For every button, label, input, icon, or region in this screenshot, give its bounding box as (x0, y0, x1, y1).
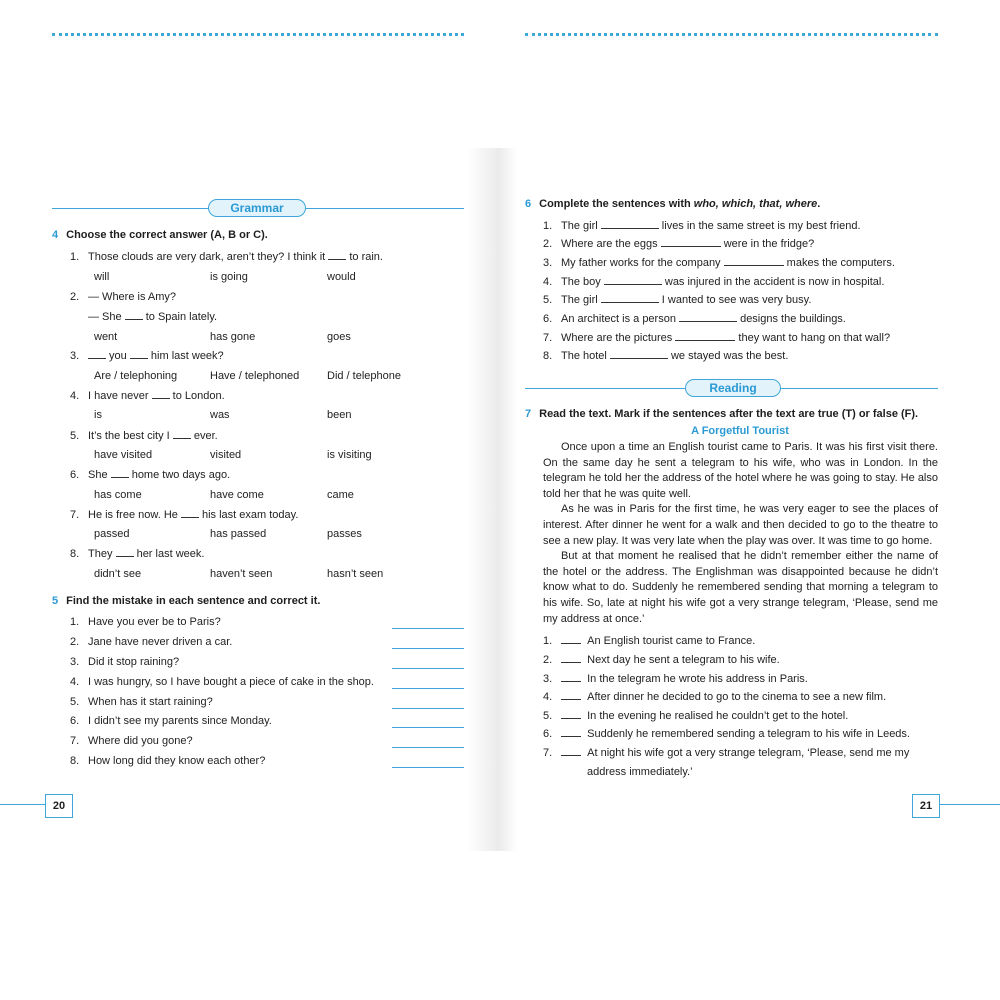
question-item (543, 313, 846, 325)
sentence-text: his last exam today. (198, 509, 299, 521)
option-text: has passed (210, 528, 267, 540)
item-number: 6. (543, 728, 553, 740)
item-number: 2. (70, 291, 80, 303)
item-number: 1. (70, 616, 80, 628)
sentence-text: ever. (190, 430, 218, 442)
sentence-text: I didn’t see my parents since Monday. (88, 715, 272, 727)
item-number: 6. (70, 469, 80, 481)
question-item (543, 276, 884, 288)
answer-blank[interactable] (661, 246, 721, 247)
story-text (543, 440, 938, 627)
story-paragraph: Once upon a time an English tourist came to Paris. It was his first visit there. On the same day he sent a telegram to his wife, who was in London. In the telegram he told her the address of the hotel where he was going to stay. He also told her that he was quite well. (543, 441, 938, 500)
sentence-text: When has it start raining? (88, 696, 213, 708)
answer-blank[interactable] (610, 358, 668, 359)
answer-blank[interactable] (130, 358, 148, 359)
answer-line[interactable] (392, 688, 464, 689)
exercise-title: Choose the correct answer (A, B or C). (66, 229, 268, 241)
answer-blank[interactable] (328, 259, 346, 260)
option-text: is (94, 409, 102, 421)
statement-text: Next day he sent a telegram to his wife. (587, 654, 780, 666)
story-title: A Forgetful Tourist (691, 425, 789, 437)
exercise-number: 4 (52, 229, 59, 241)
option-text: went (94, 331, 118, 343)
item-number: 4. (70, 390, 80, 402)
true-false-blank[interactable] (561, 736, 581, 737)
option-b[interactable] (204, 489, 264, 501)
option-text: passes (327, 528, 362, 540)
option-a[interactable] (88, 271, 109, 283)
story-paragraph: But at that moment he realised that he didn’t remember either the name of the hotel or the address. The Englishman was disappointed because he didn’t know what to do. Suddenly he remembered sending that morning a telegram to his wife. So, late at night his wife got a very strange telegram, ‘Please, send me my address at once.’ (543, 550, 938, 625)
sentence-text: to rain. (346, 251, 383, 263)
option-a[interactable] (88, 409, 102, 421)
answer-blank[interactable] (601, 302, 659, 303)
item-number: 2. (543, 654, 553, 666)
sentence-text: home two days ago. (128, 469, 231, 481)
option-c[interactable] (321, 271, 356, 283)
option-a[interactable] (88, 370, 177, 382)
item-number: 5. (543, 710, 553, 722)
question-item (70, 636, 232, 648)
answer-blank[interactable] (111, 477, 129, 478)
answer-blank[interactable] (724, 265, 784, 266)
answer-blank[interactable] (116, 556, 134, 557)
sentence-text: were in the fridge? (720, 238, 815, 250)
option-text: is visiting (327, 449, 372, 461)
answer-line[interactable] (392, 708, 464, 709)
statement-item-line2 (587, 766, 693, 778)
sentence-text: — She (88, 311, 125, 323)
item-number: 1. (70, 251, 80, 263)
sentence-text: The girl (561, 220, 601, 232)
true-false-blank[interactable] (561, 755, 581, 756)
sentence-text: I was hungry, so I have bought a piece of cake in the shop. (88, 676, 374, 688)
sentence-text: The boy (561, 276, 604, 288)
option-text: visited (210, 449, 242, 461)
statement-item (543, 635, 755, 647)
sentence-text: makes the computers. (783, 257, 895, 269)
sentence-text: to Spain lately. (142, 311, 218, 323)
sentence-text: Where did you gone? (88, 735, 193, 747)
left-dotted-rule (52, 33, 464, 36)
question-item (70, 676, 374, 688)
sentence-text: An architect is a person (561, 313, 680, 325)
sentence-text: She (88, 469, 111, 481)
answer-blank[interactable] (675, 340, 735, 341)
option-a[interactable] (88, 449, 152, 461)
option-text: have come (210, 489, 264, 501)
sentence-text: The girl (561, 294, 601, 306)
exercise-4-heading (52, 229, 268, 241)
question-item (543, 257, 895, 269)
question-item (70, 390, 225, 402)
sentence-text: they want to hang on that wall? (735, 332, 891, 344)
option-c[interactable] (321, 449, 372, 461)
option-text: is going (210, 271, 248, 283)
exercise-number: 5 (52, 595, 59, 607)
item-number: 1. (543, 220, 553, 232)
sentence-text: It’s the best city I (88, 430, 173, 442)
exercise-title: Read the text. Mark if the sentences after the text are true (T) or false (F). (539, 408, 919, 420)
item-number: 2. (543, 238, 553, 250)
statement-text: At night his wife got a very strange telegram, ‘Please, send me my (587, 747, 910, 759)
option-text: came (327, 489, 354, 501)
item-number: 5. (543, 294, 553, 306)
option-text: been (327, 409, 352, 421)
exercise-title-end: . (817, 198, 821, 210)
item-number: 6. (543, 313, 553, 325)
item-number: 2. (70, 636, 80, 648)
item-number: 5. (70, 430, 80, 442)
item-number: 7. (70, 735, 80, 747)
question-item (543, 220, 861, 232)
option-text: Are / telephoning (94, 370, 178, 382)
question-item (543, 294, 811, 306)
sentence-text: I have never (88, 390, 152, 402)
option-c[interactable] (321, 409, 351, 421)
answer-line[interactable] (392, 668, 464, 669)
option-a[interactable] (88, 528, 129, 540)
option-text: goes (327, 331, 351, 343)
sentence-text: Where are the eggs (561, 238, 661, 250)
option-text: didn’t see (94, 568, 142, 580)
question-item (543, 238, 814, 250)
option-b[interactable] (204, 449, 241, 461)
option-text: haven’t seen (210, 568, 273, 580)
exercise-title-words: who, which, that, where (693, 198, 818, 210)
option-b[interactable] (204, 331, 255, 343)
statement-text: Suddenly he remembered sending a telegram to his wife in Leeds. (587, 728, 910, 740)
option-text: Have / telephoned (210, 370, 300, 382)
question-item (70, 715, 272, 727)
sentence-text: him last week? (147, 350, 224, 362)
true-false-blank[interactable] (561, 718, 581, 719)
item-number: 7. (543, 747, 553, 759)
statement-text: In the telegram he wrote his address in Paris. (587, 673, 808, 685)
sentence-text: Have you ever be to Paris? (88, 616, 221, 628)
sentence-text: her last week. (133, 548, 205, 560)
statement-text: An English tourist came to France. (587, 635, 756, 647)
question-item (70, 469, 230, 481)
answer-line[interactable] (392, 747, 464, 748)
answer-line[interactable] (392, 727, 464, 728)
sentence-text: you (106, 350, 130, 362)
answer-blank[interactable] (152, 398, 170, 399)
question-item (70, 616, 221, 628)
answer-blank[interactable] (181, 517, 199, 518)
sentence-text: He is free now. He (88, 509, 181, 521)
option-a[interactable] (88, 568, 141, 580)
sentence-text: — Where is Amy? (88, 291, 177, 303)
item-number: 8. (70, 755, 80, 767)
page-number-left: 20 (45, 794, 73, 818)
grammar-heading: Grammar (208, 199, 306, 217)
question-item (70, 509, 298, 521)
statement-item (543, 710, 848, 722)
option-c[interactable] (321, 489, 354, 501)
option-a[interactable] (88, 489, 142, 501)
answer-blank[interactable] (173, 438, 191, 439)
sentence-text: we stayed was the best. (667, 350, 789, 362)
option-b[interactable] (204, 409, 230, 421)
option-b[interactable] (204, 528, 266, 540)
option-text: have visited (94, 449, 153, 461)
sentence-text: My father works for the company (561, 257, 724, 269)
item-number: 4. (543, 691, 553, 703)
question-item (70, 251, 383, 263)
sentence-text: Jane have never driven a car. (88, 636, 233, 648)
answer-blank[interactable] (88, 358, 106, 359)
item-number: 8. (543, 350, 553, 362)
sentence-text: They (88, 548, 116, 560)
option-b[interactable] (204, 271, 248, 283)
sentence-text: to London. (169, 390, 225, 402)
option-text: was (210, 409, 230, 421)
item-number: 4. (70, 676, 80, 688)
exercise-6-heading (525, 198, 820, 210)
item-number: 4. (543, 276, 553, 288)
statement-item (543, 654, 780, 666)
reading-heading: Reading (685, 379, 781, 397)
question-item (70, 291, 176, 303)
option-b[interactable] (204, 370, 299, 382)
option-c[interactable] (321, 331, 351, 343)
option-c[interactable] (321, 528, 362, 540)
exercise-7-heading (525, 408, 918, 420)
exercise-number: 6 (525, 198, 532, 210)
answer-blank[interactable] (601, 228, 659, 229)
question-item (70, 430, 218, 442)
answer-line[interactable] (392, 628, 464, 629)
statement-text: address immediately.’ (587, 766, 693, 778)
option-text: Did / telephone (327, 370, 401, 382)
question-item (70, 548, 204, 560)
question-item (70, 696, 213, 708)
item-number: 5. (70, 696, 80, 708)
item-number: 7. (70, 509, 80, 521)
item-number: 3. (70, 350, 80, 362)
option-text: will (94, 271, 110, 283)
option-c[interactable] (321, 568, 383, 580)
true-false-blank[interactable] (561, 699, 581, 700)
question-item (543, 332, 890, 344)
question-item-line2 (88, 311, 217, 323)
option-c[interactable] (321, 370, 401, 382)
answer-blank[interactable] (604, 284, 662, 285)
item-number: 1. (543, 635, 553, 647)
statement-item (543, 747, 909, 759)
statement-item (543, 691, 886, 703)
option-text: hasn’t seen (327, 568, 384, 580)
question-item (70, 350, 224, 362)
item-number: 8. (70, 548, 80, 560)
true-false-blank[interactable] (561, 662, 581, 663)
question-item (70, 755, 265, 767)
exercise-title: Find the mistake in each sentence and correct it. (66, 595, 321, 607)
reading-section-bar (525, 379, 938, 397)
item-number: 3. (70, 656, 80, 668)
story-paragraph: As he was in Paris for the first time, he was very eager to see the places of interest. After dinner he went for a walk and then decided to go to the theatre to see a new play. It was very late when the play was over. It was time to go home. (543, 503, 938, 547)
sentence-text: The hotel (561, 350, 610, 362)
exercise-title: Complete the sentences with (539, 198, 694, 210)
item-number: 3. (543, 673, 553, 685)
true-false-blank[interactable] (561, 681, 581, 682)
page-number-rule (940, 804, 1000, 805)
option-a[interactable] (88, 331, 117, 343)
answer-line[interactable] (392, 767, 464, 768)
sentence-text: I wanted to see was very busy. (658, 294, 812, 306)
item-number: 3. (543, 257, 553, 269)
sentence-text: designs the buildings. (737, 313, 846, 325)
statement-text: After dinner he decided to go to the cinema to see a new film. (587, 691, 887, 703)
answer-line[interactable] (392, 648, 464, 649)
statement-text: In the evening he realised he couldn’t get to the hotel. (587, 710, 849, 722)
option-text: passed (94, 528, 130, 540)
sentence-text: Where are the pictures (561, 332, 676, 344)
exercise-number: 7 (525, 408, 532, 420)
item-number: 6. (70, 715, 80, 727)
sentence-text: Did it stop raining? (88, 656, 180, 668)
option-b[interactable] (204, 568, 272, 580)
option-text: has gone (210, 331, 256, 343)
exercise-5-heading (52, 595, 320, 607)
sentence-text: lives in the same street is my best friend. (658, 220, 861, 232)
grammar-section-bar (52, 199, 464, 217)
true-false-blank[interactable] (561, 643, 581, 644)
sentence-text: Those clouds are very dark, aren’t they? I think it (88, 251, 329, 263)
statement-item (543, 673, 808, 685)
page-number-right: 21 (912, 794, 940, 818)
right-dotted-rule (525, 33, 938, 36)
question-item (70, 735, 193, 747)
question-item (543, 350, 788, 362)
answer-blank[interactable] (679, 321, 737, 322)
sentence-text: was injured in the accident is now in hospital. (661, 276, 885, 288)
option-text: has come (94, 489, 142, 501)
statement-item (543, 728, 910, 740)
sentence-text: How long did they know each other? (88, 755, 266, 767)
answer-blank[interactable] (125, 319, 143, 320)
item-number: 7. (543, 332, 553, 344)
option-text: would (327, 271, 356, 283)
question-item (70, 656, 179, 668)
